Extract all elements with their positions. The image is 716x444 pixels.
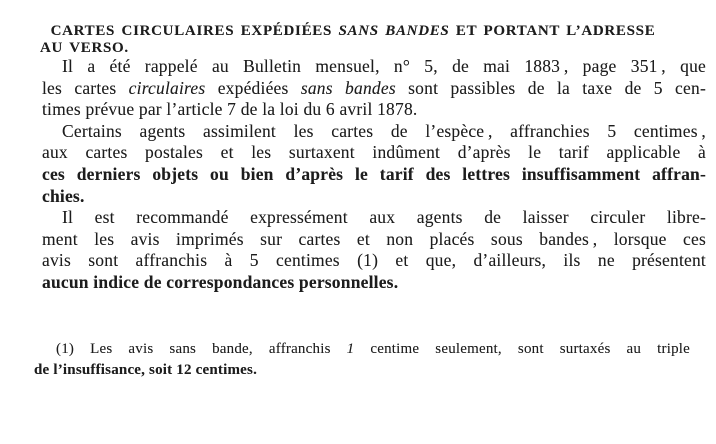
text-segment: chies. bbox=[42, 185, 85, 206]
text-line bbox=[42, 142, 706, 164]
text-segment: les cartes bbox=[42, 77, 129, 98]
text-line bbox=[42, 78, 706, 100]
text-segment: ET PORTANT L’ADRESSE AU VERSO. bbox=[40, 23, 656, 56]
text-line bbox=[42, 207, 706, 229]
text-segment: aux cartes postales et les surtaxent indûment d’après le tarif applicable à bbox=[42, 142, 706, 163]
text-segment: circulaires bbox=[128, 77, 206, 98]
text-segment: sans bandes bbox=[300, 77, 396, 98]
text-line bbox=[34, 360, 690, 381]
text-segment: aucun indice de correspondances personnelles. bbox=[42, 271, 399, 292]
text-segment: Il est recommandé expressément aux agents de laisser circuler libre- bbox=[62, 207, 706, 228]
text-line bbox=[42, 121, 706, 143]
text-line bbox=[42, 186, 706, 208]
text-segment: SANS BANDES bbox=[338, 23, 450, 39]
text-segment: ces derniers objets ou bien d’après le tarif des lettres insuffisamment affran- bbox=[42, 163, 706, 184]
footnote bbox=[34, 339, 690, 381]
text-segment: (1) Les avis sans bande, affranchis bbox=[56, 341, 347, 357]
paragraph-recommandation bbox=[42, 207, 706, 293]
text-line bbox=[42, 229, 706, 251]
text-segment: avis sont affranchis à 5 centimes (1) et que, d’ailleurs, ils ne présentent bbox=[42, 250, 706, 271]
text-segment: centime seulement, sont surtaxés au triple bbox=[354, 341, 690, 357]
text-segment: ment les avis imprimés sur cartes et non placés sous bandes , lorsque ces bbox=[42, 228, 706, 249]
document-title bbox=[40, 23, 666, 57]
text-line bbox=[34, 339, 690, 360]
text-line bbox=[42, 164, 706, 186]
text-line bbox=[40, 23, 666, 57]
text-line bbox=[42, 250, 706, 272]
document-body bbox=[42, 56, 706, 294]
paragraph-taxe-rappel bbox=[42, 56, 706, 121]
text-segment: 1 bbox=[346, 341, 355, 357]
text-line bbox=[42, 56, 706, 78]
text-segment: CARTES CIRCULAIRES EXPÉDIÉES bbox=[50, 23, 339, 39]
text-segment: Certains agents assimilent les cartes de l’espèce , affranchies 5 centimes , bbox=[62, 120, 706, 141]
text-segment: Il a été rappelé au Bulletin mensuel, n° 5, de mai 1883 , page 351 , que bbox=[62, 56, 706, 76]
text-segment: expédiées bbox=[205, 77, 301, 98]
text-segment: sont passibles de la taxe de 5 cen- bbox=[395, 77, 706, 98]
paragraph-agents-assimilent bbox=[42, 121, 706, 207]
text-segment: times prévue par l’article 7 de la loi du 6 avril 1878. bbox=[42, 99, 418, 120]
text-line bbox=[42, 99, 706, 121]
text-segment: de l’insuffisance, soit 12 centimes. bbox=[34, 362, 258, 378]
text-line bbox=[42, 272, 706, 294]
